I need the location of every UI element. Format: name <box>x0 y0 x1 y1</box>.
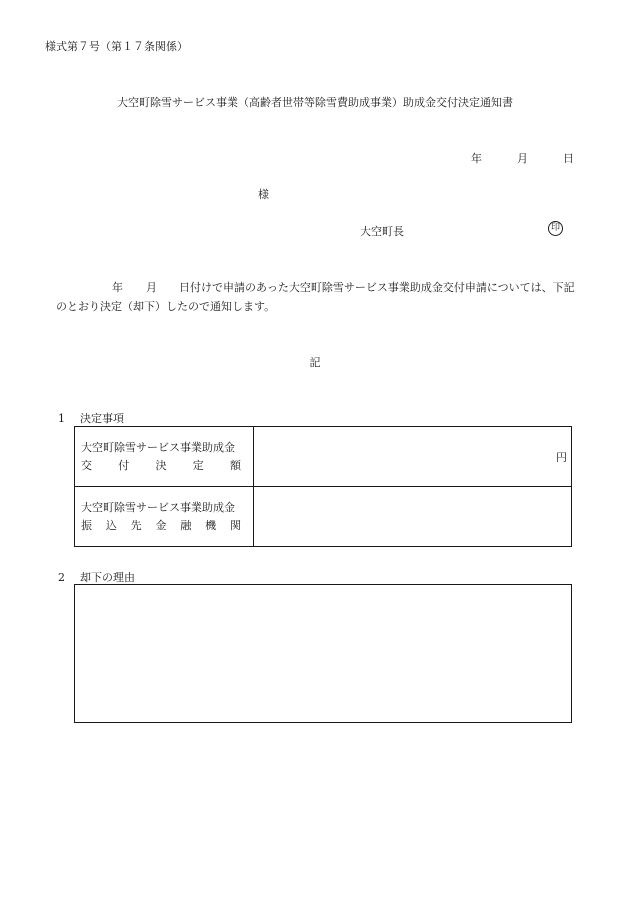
body-month-label: 月 <box>146 281 157 294</box>
date-month-label: 月 <box>517 152 528 165</box>
form-number: 様式第７号（第１７条関係） <box>45 40 188 53</box>
seal-mark: 印 <box>548 221 563 236</box>
label-char: 関 <box>229 518 241 532</box>
label-char: 額 <box>230 458 241 472</box>
bank-value-field[interactable] <box>254 487 572 547</box>
body-line1-text: 日付けで申請のあった大空町除雪サービス事業助成金交付申請については、下記 <box>179 281 575 294</box>
label-char: 振 <box>81 518 92 532</box>
section2-heading <box>58 569 135 585</box>
grant-amount-label <box>75 427 254 487</box>
grant-amount-label-line1: 大空町除雪サービス事業助成金 <box>81 440 235 454</box>
grant-amount-value-field[interactable] <box>254 427 572 487</box>
section1-number: 1 <box>58 412 65 425</box>
label-char: 込 <box>105 518 117 532</box>
ki-heading: 記 <box>309 356 321 369</box>
label-char: 付 <box>118 458 130 472</box>
section1-heading <box>58 410 124 426</box>
bank-label-line2 <box>81 517 241 535</box>
yen-unit: 円 <box>556 451 567 464</box>
label-char: 交 <box>81 458 92 472</box>
label-char: 決 <box>155 458 167 472</box>
decision-table <box>74 426 572 547</box>
body-year-label: 年 <box>112 281 123 294</box>
addressee-suffix: 様 <box>258 188 269 201</box>
grant-amount-label-line2 <box>81 457 241 475</box>
body-line2-text: のとおり決定（却下）したので通知します。 <box>56 300 276 313</box>
table-row-bank <box>75 487 572 547</box>
issuer-name: 大空町長 <box>360 225 404 238</box>
date-day-label: 日 <box>563 152 574 165</box>
section2-number: 2 <box>58 571 65 584</box>
label-char: 金 <box>155 518 167 532</box>
bank-label <box>75 487 254 547</box>
section2-title: 却下の理由 <box>80 571 135 584</box>
rejection-reason-box[interactable] <box>74 584 572 723</box>
label-char: 機 <box>205 518 217 532</box>
table-row-grant-amount <box>75 427 572 487</box>
document-title: 大空町除雪サービス事業（高齢者世帯等除雪費助成事業）助成金交付決定通知書 <box>117 96 513 109</box>
label-char: 先 <box>130 518 142 532</box>
bank-label-line1: 大空町除雪サービス事業助成金 <box>81 500 235 514</box>
label-char: 融 <box>180 518 192 532</box>
date-year-label: 年 <box>471 152 482 165</box>
label-char: 定 <box>192 458 204 472</box>
section1-title: 決定事項 <box>80 412 124 425</box>
